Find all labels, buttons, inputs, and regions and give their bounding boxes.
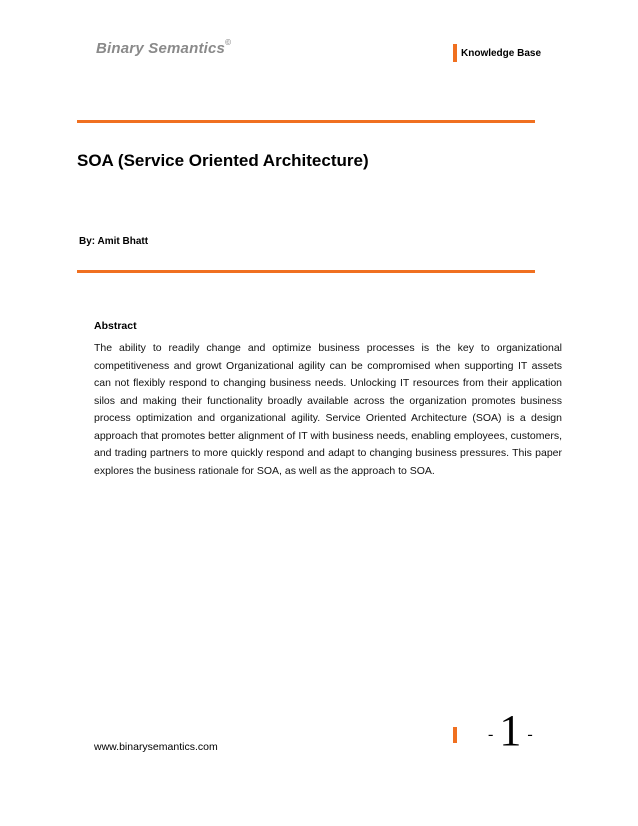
document-title: SOA (Service Oriented Architecture) [77, 151, 369, 170]
brand-mark: © [225, 38, 232, 47]
author-line: By: Amit Bhatt [79, 236, 149, 247]
page-number-accent-bar [453, 727, 457, 743]
brand-name: Binary Semantics [96, 40, 226, 57]
bottom-divider [77, 270, 535, 273]
page-number [482, 706, 539, 760]
abstract-paragraph: The ability to readily change and optimize business processes is the key to organizational competitiveness and growt Organizational agility can be compromised when supporting IT assets can not flexibly respond to changing business needs. Unlocking IT resources from their application silos and making their functionality broadly available across the organization promotes business process optimization and organizational agility. Service Oriented Architecture (SOA) is a design approach that promotes better alignment of IT with business needs, enabling employees, customers, and trading partners to more quickly respond and adapt to changing business pressures. This paper explores the business rationale for SOA, as well as the approach to SOA. [94, 342, 562, 477]
knowledge-base-accent-bar [453, 44, 457, 62]
page-number-value: 1 [499, 706, 522, 755]
brand-logo-text [96, 38, 231, 57]
page-dash-left: - [488, 726, 494, 743]
abstract-heading: Abstract [94, 320, 137, 332]
top-divider [77, 120, 535, 123]
page-dash-right: - [527, 726, 533, 743]
footer-url: www.binarysemantics.com [94, 741, 218, 753]
section-label: Knowledge Base [461, 48, 542, 59]
